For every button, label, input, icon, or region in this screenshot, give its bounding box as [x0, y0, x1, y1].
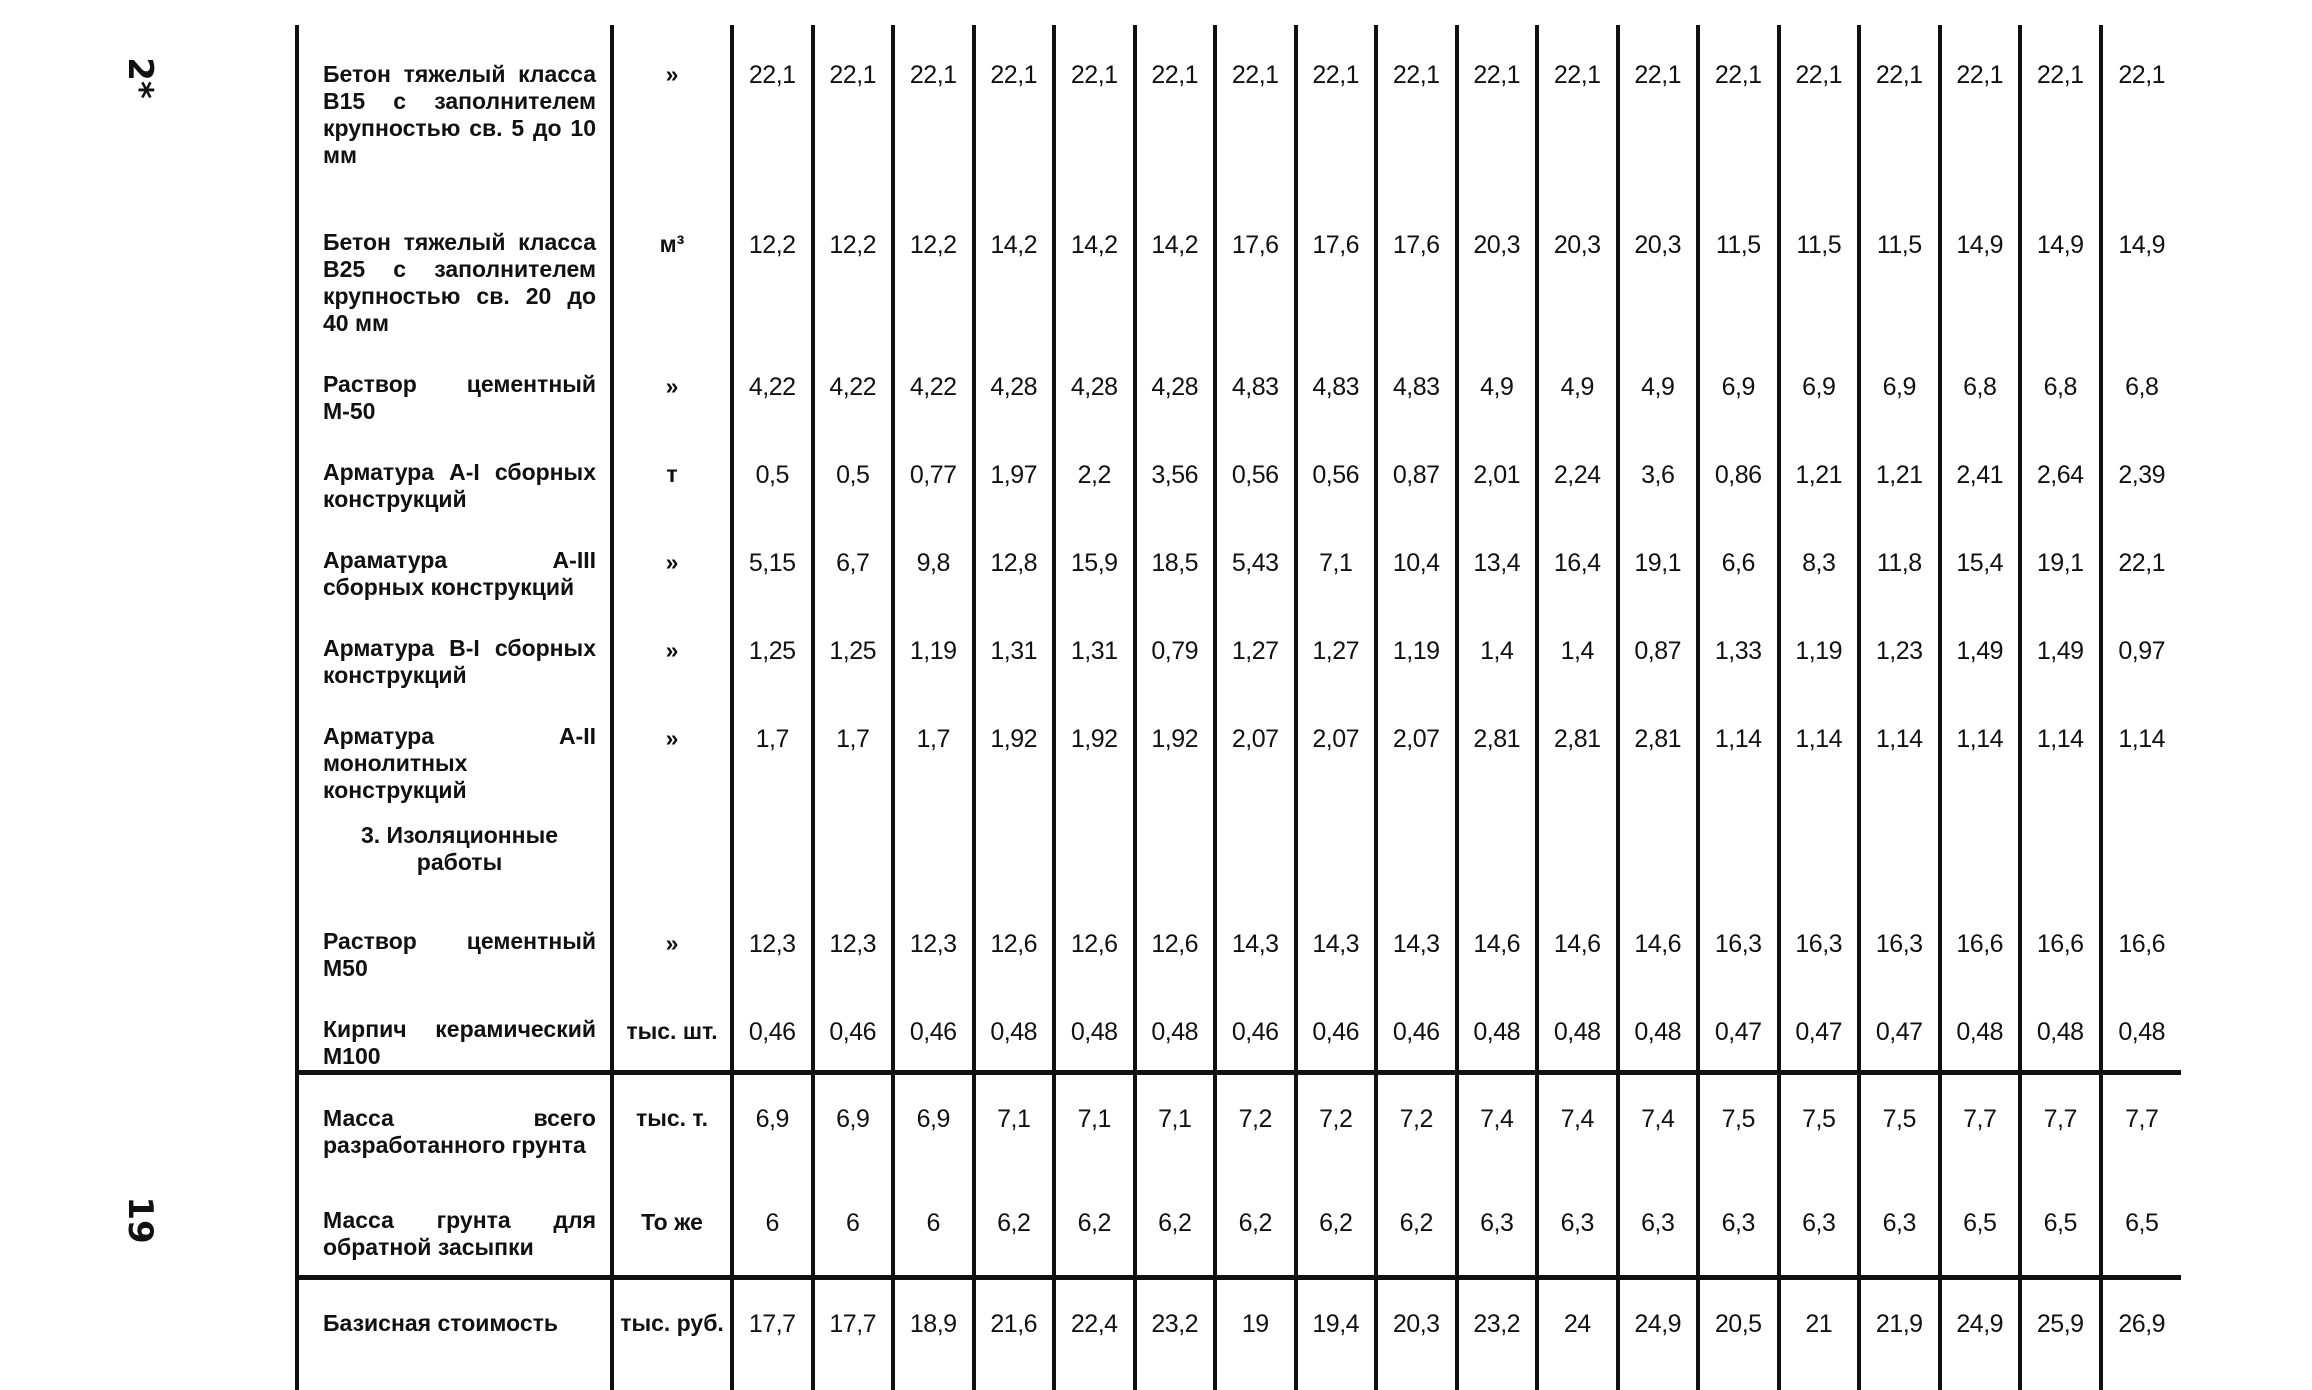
table-cell: 25,9 — [2020, 1278, 2101, 1378]
table-cell: 14,3 — [1376, 894, 1457, 982]
table-cell: 22,1 — [2020, 25, 2101, 195]
table-cell: 1,7 — [893, 689, 974, 804]
table-cell: 6,9 — [1859, 337, 1940, 425]
table-cell: 3,56 — [1135, 425, 1216, 513]
table-cell: 22,1 — [1537, 25, 1618, 195]
table-tail-cell — [893, 1378, 974, 1390]
table-cell: 7,4 — [1618, 1073, 1699, 1173]
table-cell: 1,49 — [2020, 601, 2101, 689]
table-cell: 26,9 — [2101, 1278, 2182, 1378]
row-label: Масса грунта для обратной засыпки — [297, 1173, 612, 1278]
table-cell: 22,1 — [813, 25, 894, 195]
table-cell: 4,83 — [1215, 337, 1296, 425]
table-row — [297, 25, 2181, 195]
table-cell — [1940, 804, 2021, 894]
row-unit: тыс. руб. — [612, 1278, 732, 1378]
table-cell: 14,9 — [2118, 231, 2166, 259]
table-cell: 6,2 — [1135, 1173, 1216, 1278]
table-tail-cell — [1698, 1378, 1779, 1390]
table-row — [297, 894, 2181, 982]
table-cell: 2,07 — [1215, 689, 1296, 804]
row-label: Бетон тяжелый класса В15 с заполнителем крупностью св. 5 до 10 мм — [297, 25, 612, 195]
table-cell: 7,1 — [974, 1073, 1055, 1173]
table-cell: 0,46 — [1376, 982, 1457, 1073]
table-cell: 14,9 — [2020, 195, 2101, 337]
table-cell: 16,3 — [1779, 894, 1860, 982]
table-cell: 21,9 — [1859, 1278, 1940, 1378]
table-cell: 7,4 — [1537, 1073, 1618, 1173]
table-cell: 6,3 — [1859, 1173, 1940, 1278]
table-cell: 6,9 — [1698, 337, 1779, 425]
table-cell — [1537, 804, 1618, 894]
table-cell — [1296, 804, 1377, 894]
table-cell: 0,97 — [2118, 637, 2166, 665]
table-cell: 0,46 — [1296, 982, 1377, 1073]
table-cell: 14,2 — [974, 195, 1055, 337]
table-cell: 0,48 — [1618, 982, 1699, 1073]
table-cell: 22,1 — [732, 25, 813, 195]
table-cell: 7,5 — [1698, 1073, 1779, 1173]
table-cell: 1,27 — [1215, 601, 1296, 689]
table-cell: 15,4 — [1940, 513, 2021, 601]
table-cell: 4,28 — [974, 337, 1055, 425]
table-cell: 7,7 — [2101, 1073, 2182, 1173]
table-cell: 14,6 — [1618, 894, 1699, 982]
table-cell: 12,3 — [813, 894, 894, 982]
table-cell: 22,1 — [2118, 61, 2166, 89]
table-cell: 0,48 — [1537, 982, 1618, 1073]
table-cell: 4,22 — [893, 337, 974, 425]
table-tail-cell — [974, 1378, 1055, 1390]
table-cell: 24,9 — [1618, 1278, 1699, 1378]
table-cell: 11,5 — [1698, 195, 1779, 337]
table-cell: 17,7 — [732, 1278, 813, 1378]
table-tail-cell — [1215, 1378, 1296, 1390]
table-cell: 17,7 — [813, 1278, 894, 1378]
page-marker-top: 2* — [120, 57, 160, 99]
table-cell: 1,31 — [974, 601, 1055, 689]
table-cell: 20,5 — [1698, 1278, 1779, 1378]
table-cell: 0,56 — [1296, 425, 1377, 513]
table-cell: 6,5 — [2125, 1208, 2159, 1237]
table-cell: 4,83 — [1376, 337, 1457, 425]
table-cell: 16,4 — [1537, 513, 1618, 601]
table-cell: 2,01 — [1457, 425, 1538, 513]
table-cell: 2,81 — [1618, 689, 1699, 804]
table-tail-cell — [1135, 1378, 1216, 1390]
table-cell — [1215, 804, 1296, 894]
table-cell: 6,7 — [813, 513, 894, 601]
table-cell: 16,6 — [2118, 930, 2166, 958]
row-unit: тыс. шт. — [612, 982, 732, 1073]
table-cell — [813, 804, 894, 894]
table-cell: 2,07 — [1376, 689, 1457, 804]
table-cell: 0,86 — [1698, 425, 1779, 513]
table-cell: 2,81 — [1457, 689, 1538, 804]
table-cell: 12,6 — [974, 894, 1055, 982]
table-cell: 6 — [813, 1173, 894, 1278]
table-cell: 14,6 — [1457, 894, 1538, 982]
table-cell — [1376, 804, 1457, 894]
table-cell — [1698, 804, 1779, 894]
row-label: Раствор цементный М-50 — [297, 337, 612, 425]
table-cell: 6,8 — [1940, 337, 2021, 425]
table-cell — [1618, 804, 1699, 894]
table-cell: 6,3 — [1779, 1173, 1860, 1278]
table-cell: 12,3 — [893, 894, 974, 982]
table-cell: 0,5 — [732, 425, 813, 513]
row-unit: » — [612, 689, 732, 804]
table-cell: 20,3 — [1618, 195, 1699, 337]
table-cell: 1,7 — [813, 689, 894, 804]
table-cell: 5,15 — [732, 513, 813, 601]
table-cell: 6,2 — [1215, 1173, 1296, 1278]
table-tail-row — [297, 1378, 2181, 1390]
table-cell: 2,2 — [1054, 425, 1135, 513]
table-cell: 1,21 — [1779, 425, 1860, 513]
row-unit — [612, 804, 732, 894]
table-cell: 1,21 — [1859, 425, 1940, 513]
table-cell: 0,47 — [1698, 982, 1779, 1073]
table-cell: 7,2 — [1376, 1073, 1457, 1173]
table-cell — [1054, 804, 1135, 894]
table-cell: 7,7 — [1940, 1073, 2021, 1173]
table-tail-cell — [2101, 1378, 2182, 1390]
table-cell: 17,6 — [1376, 195, 1457, 337]
table-cell: 1,14 — [1698, 689, 1779, 804]
table-cell: 2,64 — [2020, 425, 2101, 513]
table-cell: 7,7 — [2020, 1073, 2101, 1173]
table-tail-cell — [1296, 1378, 1377, 1390]
table-cell: 4,9 — [1457, 337, 1538, 425]
table-cell: 6,2 — [974, 1173, 1055, 1278]
table-cell: 19,1 — [2020, 513, 2101, 601]
table-cell: 7,1 — [1054, 1073, 1135, 1173]
table-cell: 0,46 — [732, 982, 813, 1073]
table-cell: 19 — [1215, 1278, 1296, 1378]
table-cell: 23,2 — [1457, 1278, 1538, 1378]
row-unit: » — [612, 337, 732, 425]
table-cell: 2,41 — [1940, 425, 2021, 513]
row-unit: » — [612, 25, 732, 195]
table-cell: 21,6 — [974, 1278, 1055, 1378]
table-cell: 22,1 — [893, 25, 974, 195]
table-cell: 1,19 — [893, 601, 974, 689]
table-row — [297, 1073, 2181, 1173]
table-cell: 0,47 — [1859, 982, 1940, 1073]
table-cell: 12,3 — [732, 894, 813, 982]
table-cell: 0,48 — [2020, 982, 2101, 1073]
table-cell: 16,6 — [2020, 894, 2101, 982]
table-cell: 6,3 — [1537, 1173, 1618, 1278]
table-cell: 1,7 — [732, 689, 813, 804]
table-tail-cell — [1457, 1378, 1538, 1390]
table-cell: 14,6 — [1537, 894, 1618, 982]
table-row — [297, 425, 2181, 513]
table-cell: 4,22 — [813, 337, 894, 425]
table-cell: 14,3 — [1215, 894, 1296, 982]
table-row — [297, 601, 2181, 689]
table-row — [297, 1173, 2181, 1278]
table-tail-cell — [813, 1378, 894, 1390]
table-cell: 9,8 — [893, 513, 974, 601]
section-heading-row — [297, 804, 2181, 894]
row-label: Арматура А-II монолитных конструкций — [297, 689, 612, 804]
row-label: Араматура А-III сборных конструкций — [297, 513, 612, 601]
table-cell: 0,77 — [893, 425, 974, 513]
table-tail-cell — [1618, 1378, 1699, 1390]
table-cell: 7,1 — [1135, 1073, 1216, 1173]
table-cell: 15,9 — [1054, 513, 1135, 601]
table-cell: 1,25 — [732, 601, 813, 689]
table-cell: 0,5 — [813, 425, 894, 513]
table-cell: 0,48 — [1135, 982, 1216, 1073]
row-unit: То же — [612, 1173, 732, 1278]
table-cell: 22,4 — [1054, 1278, 1135, 1378]
table-cell: 12,6 — [1135, 894, 1216, 982]
table-cell — [974, 804, 1055, 894]
table-cell: 6 — [732, 1173, 813, 1278]
table-tail-cell — [2020, 1378, 2101, 1390]
table-cell: 4,83 — [1296, 337, 1377, 425]
table-tail-cell — [612, 1378, 732, 1390]
table-row — [297, 337, 2181, 425]
table-cell: 6,5 — [1940, 1173, 2021, 1278]
table-cell: 11,5 — [1859, 195, 1940, 337]
table-cell: 12,6 — [1054, 894, 1135, 982]
table-cell: 7,5 — [1859, 1073, 1940, 1173]
table-cell: 6,5 — [2020, 1173, 2101, 1278]
table-cell — [1135, 804, 1216, 894]
table-cell: 22,1 — [1054, 25, 1135, 195]
table-cell: 7,2 — [1215, 1073, 1296, 1173]
row-label: Арматура В-I сборных конструкций — [297, 601, 612, 689]
table-cell: 4,28 — [1054, 337, 1135, 425]
table-cell: 22,1 — [1296, 25, 1377, 195]
row-unit: » — [612, 513, 732, 601]
table-cell: 1,92 — [974, 689, 1055, 804]
row-unit: тыс. т. — [612, 1073, 732, 1173]
table-tail-cell — [1859, 1378, 1940, 1390]
table-cell: 16,3 — [1859, 894, 1940, 982]
table-cell: 21 — [1779, 1278, 1860, 1378]
table-cell: 1,4 — [1457, 601, 1538, 689]
table-cell: 1,4 — [1537, 601, 1618, 689]
table-cell: 24,9 — [1940, 1278, 2021, 1378]
table-cell: 0,56 — [1215, 425, 1296, 513]
row-unit: м³ — [612, 195, 732, 337]
row-label: Арматура А-I сборных конструкций — [297, 425, 612, 513]
table-cell: 14,9 — [1940, 195, 2021, 337]
table-cell: 6,3 — [1698, 1173, 1779, 1278]
table-cell: 4,9 — [1537, 337, 1618, 425]
table-cell: 1,23 — [1859, 601, 1940, 689]
row-label: Бетон тяжелый класса В25 с заполнителем крупностью св. 20 до 40 мм — [297, 195, 612, 337]
table-row — [297, 689, 2181, 804]
table-row — [297, 513, 2181, 601]
table-cell: 0,46 — [893, 982, 974, 1073]
table-cell: 1,25 — [813, 601, 894, 689]
table-cell: 0,87 — [1376, 425, 1457, 513]
table-tail-cell — [732, 1378, 813, 1390]
table-cell: 1,14 — [2118, 725, 2166, 753]
table-cell: 6,3 — [1618, 1173, 1699, 1278]
table-cell: 2,81 — [1537, 689, 1618, 804]
table-cell: 20,3 — [1457, 195, 1538, 337]
table-cell: 6,9 — [813, 1073, 894, 1173]
table-cell: 0,47 — [1779, 982, 1860, 1073]
resource-table-body — [297, 25, 2181, 1390]
table-cell: 23,2 — [1135, 1278, 1216, 1378]
table-cell: 1,31 — [1054, 601, 1135, 689]
table-cell: 1,27 — [1296, 601, 1377, 689]
table-cell: 1,92 — [1054, 689, 1135, 804]
table-cell: 8,3 — [1779, 513, 1860, 601]
table-tail-cell — [1054, 1378, 1135, 1390]
table-cell: 24 — [1537, 1278, 1618, 1378]
table-cell: 4,22 — [732, 337, 813, 425]
section-title: 3. Изоляционные работы — [297, 804, 612, 894]
table-cell: 0,48 — [1457, 982, 1538, 1073]
table-cell: 22,1 — [1618, 25, 1699, 195]
table-cell: 11,5 — [1779, 195, 1860, 337]
table-cell: 0,48 — [2118, 1018, 2166, 1046]
table-cell: 0,48 — [1940, 982, 2021, 1073]
table-cell: 4,28 — [1135, 337, 1216, 425]
table-cell: 0,48 — [1054, 982, 1135, 1073]
table-cell: 14,2 — [1135, 195, 1216, 337]
page-number: 19 — [120, 1196, 160, 1244]
table-cell: 22,1 — [1135, 25, 1216, 195]
table-cell: 10,4 — [1376, 513, 1457, 601]
table-cell: 0,48 — [974, 982, 1055, 1073]
table-cell: 6,9 — [732, 1073, 813, 1173]
table-cell: 1,14 — [2020, 689, 2101, 804]
table-cell: 17,6 — [1296, 195, 1377, 337]
table-cell: 19,4 — [1296, 1278, 1377, 1378]
table-cell: 22,1 — [1457, 25, 1538, 195]
table-cell: 7,5 — [1779, 1073, 1860, 1173]
table-tail-cell — [1376, 1378, 1457, 1390]
table-cell: 0,46 — [813, 982, 894, 1073]
resource-table — [295, 25, 2181, 1390]
table-cell — [1457, 804, 1538, 894]
table-cell: 1,49 — [1940, 601, 2021, 689]
table-cell: 0,46 — [1215, 982, 1296, 1073]
table-cell: 14,3 — [1296, 894, 1377, 982]
table-cell: 12,2 — [893, 195, 974, 337]
table-cell: 0,79 — [1135, 601, 1216, 689]
table-cell: 1,33 — [1698, 601, 1779, 689]
row-unit: т — [612, 425, 732, 513]
table-cell: 22,1 — [974, 25, 1055, 195]
table-cell: 1,14 — [1779, 689, 1860, 804]
table-cell: 0,87 — [1618, 601, 1699, 689]
table-cell: 18,5 — [1135, 513, 1216, 601]
table-cell: 7,2 — [1296, 1073, 1377, 1173]
table-cell: 22,1 — [1215, 25, 1296, 195]
table-cell: 6,8 — [2125, 373, 2159, 401]
table-cell: 4,9 — [1618, 337, 1699, 425]
table-cell: 6,3 — [1457, 1173, 1538, 1278]
table-cell: 12,2 — [813, 195, 894, 337]
table-cell: 6,9 — [893, 1073, 974, 1173]
table-cell: 6,9 — [1779, 337, 1860, 425]
table-cell: 22,1 — [1940, 25, 2021, 195]
table-cell: 22,1 — [1698, 25, 1779, 195]
table-cell: 6,2 — [1054, 1173, 1135, 1278]
table-cell: 17,6 — [1215, 195, 1296, 337]
table-cell: 3,6 — [1618, 425, 1699, 513]
table-row — [297, 195, 2181, 337]
table-tail-cell — [1779, 1378, 1860, 1390]
table-cell: 6,6 — [1698, 513, 1779, 601]
row-unit: » — [612, 894, 732, 982]
row-label: Масса всего разработанного грунта — [297, 1073, 612, 1173]
table-cell: 7,1 — [1296, 513, 1377, 601]
table-cell — [1779, 804, 1860, 894]
table-row — [297, 1278, 2181, 1378]
table-cell: 20,3 — [1376, 1278, 1457, 1378]
table-cell: 1,14 — [1940, 689, 2021, 804]
table-cell: 6 — [893, 1173, 974, 1278]
table-cell: 22,1 — [1859, 25, 1940, 195]
row-unit: » — [612, 601, 732, 689]
table-tail-cell — [297, 1378, 612, 1390]
table-tail-cell — [1537, 1378, 1618, 1390]
table-cell — [732, 804, 813, 894]
table-cell: 16,3 — [1698, 894, 1779, 982]
table-cell: 1,92 — [1135, 689, 1216, 804]
table-cell — [1859, 804, 1940, 894]
table-cell — [2020, 804, 2101, 894]
row-label: Раствор цементный М50 — [297, 894, 612, 982]
table-cell: 1,14 — [1859, 689, 1940, 804]
table-cell: 22,1 — [1779, 25, 1860, 195]
table-cell: 19,1 — [1618, 513, 1699, 601]
table-cell: 16,6 — [1940, 894, 2021, 982]
table-cell: 18,9 — [893, 1278, 974, 1378]
table-cell: 14,2 — [1054, 195, 1135, 337]
table-cell: 22,1 — [2118, 549, 2166, 577]
table-cell: 6,2 — [1296, 1173, 1377, 1278]
table-cell: 20,3 — [1537, 195, 1618, 337]
table-cell: 13,4 — [1457, 513, 1538, 601]
table-cell: 2,39 — [2118, 461, 2166, 489]
table-cell: 1,19 — [1779, 601, 1860, 689]
row-label: Базисная стоимость — [297, 1278, 612, 1378]
table-cell — [2101, 804, 2182, 894]
table-cell: 6,8 — [2020, 337, 2101, 425]
table-cell: 6,2 — [1376, 1173, 1457, 1278]
table-tail-cell — [1940, 1378, 2021, 1390]
table-cell: 1,19 — [1376, 601, 1457, 689]
table-cell: 2,07 — [1296, 689, 1377, 804]
row-label: Кирпич керамический М100 — [297, 982, 612, 1073]
table-cell: 11,8 — [1859, 513, 1940, 601]
table-cell: 1,97 — [974, 425, 1055, 513]
table-cell: 5,43 — [1215, 513, 1296, 601]
table-cell — [893, 804, 974, 894]
table-cell: 2,24 — [1537, 425, 1618, 513]
table-cell: 7,4 — [1457, 1073, 1538, 1173]
table-cell: 12,2 — [732, 195, 813, 337]
table-cell: 12,8 — [974, 513, 1055, 601]
table-cell: 22,1 — [1376, 25, 1457, 195]
table-row — [297, 982, 2181, 1073]
